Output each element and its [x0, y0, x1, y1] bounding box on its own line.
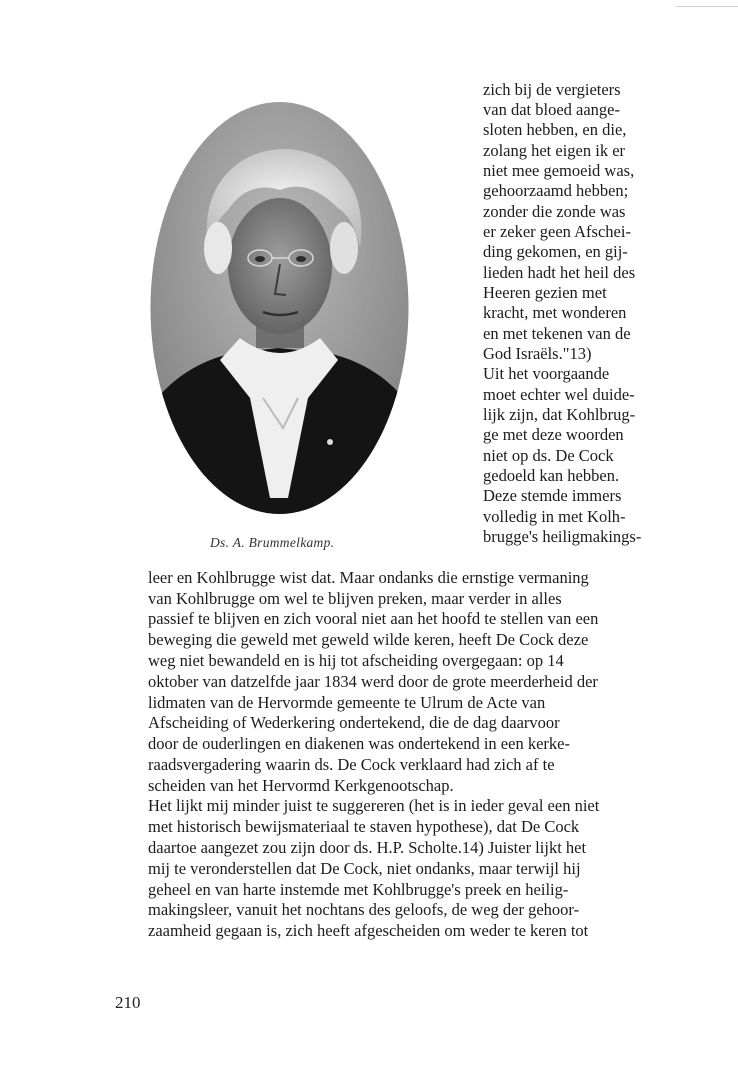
- body-line: daartoe aangezet zou zijn door ds. H.P. Scholte.14) Juister lijkt het: [148, 838, 587, 857]
- body-line: leer en Kohlbrugge wist dat. Maar ondanks die ernstige vermaning: [148, 568, 589, 587]
- portrait-illustration: [148, 98, 411, 518]
- column-line: niet mee gemoeid was,: [483, 161, 635, 180]
- column-line: brugge's heiligmakings-: [483, 527, 642, 546]
- body-line: makingsleer, vanuit het nochtans des geloofs, de weg der gehoor-: [148, 900, 580, 919]
- body-line: Het lijkt mij minder juist te suggereren (het is in ieder geval een niet: [148, 796, 600, 815]
- column-line: God Israëls."13): [483, 344, 592, 363]
- portrait-caption: Ds. A. Brummelkamp.: [210, 535, 335, 550]
- column-line: sloten hebben, en die,: [483, 120, 627, 139]
- body-line: raadsvergadering waarin ds. De Cock verklaard had zich af te: [148, 755, 555, 774]
- body-line: passief te blijven en zich vooral niet aan het hoofd te stellen van een: [148, 609, 599, 628]
- body-line: van Kohlbrugge om wel te blijven preken, maar verder in alles: [148, 589, 562, 608]
- portrait-photo: [148, 98, 411, 518]
- column-line: en met tekenen van de: [483, 324, 631, 343]
- column-line: Uit het voorgaande: [483, 364, 610, 383]
- body-line: met historisch bewijsmateriaal te staven hypothese), dat De Cock: [148, 817, 580, 836]
- column-line: zonder die zonde was: [483, 202, 626, 221]
- column-line: Heeren gezien met: [483, 283, 607, 302]
- column-line: kracht, met wonderen: [483, 303, 627, 322]
- body-line: Afscheiding of Wederkering ondertekend, die de dag daarvoor: [148, 713, 560, 732]
- column-line: Deze stemde immers: [483, 486, 622, 505]
- column-line: zolang het eigen ik er: [483, 141, 626, 160]
- body-line: lidmaten van de Hervormde gemeente te Ulrum de Acte van: [148, 693, 546, 712]
- column-line: van dat bloed aange-: [483, 100, 620, 119]
- body-line: scheiden van het Hervormd Kerkgenootschap.: [148, 776, 454, 795]
- body-line: weg niet bewandeld en is hij tot afscheiding overgegaan: op 14: [148, 651, 564, 670]
- body-line: zaamheid gegaan is, zich heeft afgescheiden om weder te keren tot: [148, 921, 589, 940]
- body-line: geheel en van harte instemde met Kohlbrugge's preek en heilig-: [148, 880, 569, 899]
- page-number: 210: [115, 993, 141, 1012]
- column-line: ge met deze woorden: [483, 425, 624, 444]
- column-line: gedoeld kan hebben.: [483, 466, 620, 485]
- column-line: niet op ds. De Cock: [483, 446, 614, 465]
- scan-edge-line: [676, 6, 738, 7]
- body-line: door de ouderlingen en diakenen was ondertekend in een kerke-: [148, 734, 570, 753]
- body-line: beweging die geweld met geweld wilde keren, heeft De Cock deze: [148, 630, 589, 649]
- column-line: volledig in met Kolh-: [483, 507, 626, 526]
- body-line: oktober van datzelfde jaar 1834 werd door de grote meerderheid der: [148, 672, 598, 691]
- column-line: er zeker geen Afschei-: [483, 222, 631, 241]
- body-line: mij te veronderstellen dat De Cock, niet ondanks, maar terwijl hij: [148, 859, 581, 878]
- column-line: ding gekomen, en gij-: [483, 242, 628, 261]
- column-line: zich bij de vergieters: [483, 80, 621, 99]
- column-line: lijk zijn, dat Kohlbrug-: [483, 405, 636, 424]
- column-line: moet echter wel duide-: [483, 385, 635, 404]
- column-line: gehoorzaamd hebben;: [483, 181, 629, 200]
- column-line: lieden hadt het heil des: [483, 263, 636, 282]
